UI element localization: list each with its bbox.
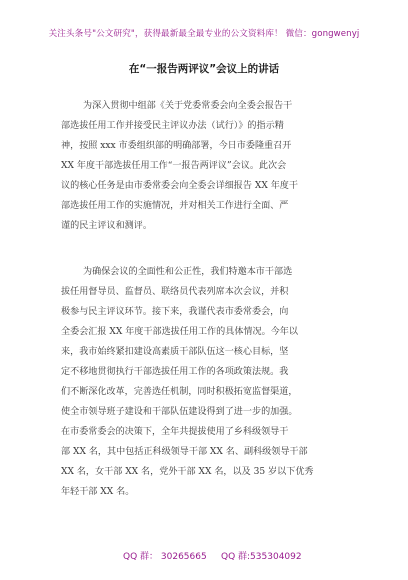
paragraph-line: 谨的民主评议和测评。 <box>61 221 152 231</box>
paragraph-line: 议的核心任务是由市委常委会向全委会详细报告 XX 年度干 <box>61 181 298 191</box>
paragraph-line: 们不断深化改革，完善选任机制，同时积极拓宽监督渠道， <box>61 387 298 397</box>
paragraph-line: 神，按照 xxx 市委组织部的明确部署，今日市委隆重召开 <box>61 141 292 151</box>
paragraph-line: 部 XX 名，其中包括正科级领导干部 XX 名、副科级领导干部 <box>61 447 308 457</box>
paragraph-line: 部选拔任用工作的实施情况，并对相关工作进行全面、严 <box>61 201 289 211</box>
paragraph-line: 来，我市始终紧扣建设高素质干部队伍这一核心目标，坚 <box>61 347 289 357</box>
paragraph-line: 在市委常委会的决策下，全年共提拔使用了乡科级领导干 <box>61 427 289 437</box>
paragraph-line: 为确保会议的全面性和公正性，我们特邀本市干部选 <box>83 267 293 277</box>
paragraph-line: 定不移地贯彻执行干部选拔任用工作的各项政策法规。我 <box>61 367 289 377</box>
paragraph-2 <box>61 262 350 502</box>
paragraph-line: 全委会汇报 XX 年度干部选拔任用工作的具体情况。今年以 <box>61 327 298 337</box>
paragraph-line: 使全市领导班子建设和干部队伍建设得到了进一步的加强。 <box>61 407 298 417</box>
paragraph-line: XX 名，女干部 XX 名，党外干部 XX 名，以及 35 岁以下优秀 <box>61 467 314 477</box>
paragraph-line: 部选拔任用工作并接受民主评议办法（试行）》的指示精 <box>61 121 284 131</box>
paragraph-line: 为深入贯彻中组部《关于党委常委会向全委会报告干 <box>83 101 293 111</box>
paragraph-line: XX 年度干部选拔任用工作“一报告两评议”会议。此次会 <box>61 161 287 171</box>
paragraph-line: 拔任用督导员、监督员、联络员代表列席本次会议，并积 <box>61 287 289 297</box>
page-title: 在“一报告两评议”会议上的讲话 <box>128 63 280 75</box>
qq-group-1: QQ 群： 30265665 <box>123 552 207 562</box>
paragraph-line: 极参与民主评议环节。接下来，我谨代表市委常委会，向 <box>61 307 289 317</box>
paragraph-1 <box>61 96 350 236</box>
qq-group-2: QQ 群:535304092 <box>221 552 302 562</box>
header-promo-note: 关注头条号"公文研究"，获得最新最全最专业的公文资料库！ 微信：gongwenyj <box>48 29 360 39</box>
paragraph-line: 年轻干部 XX 名。 <box>61 487 135 497</box>
